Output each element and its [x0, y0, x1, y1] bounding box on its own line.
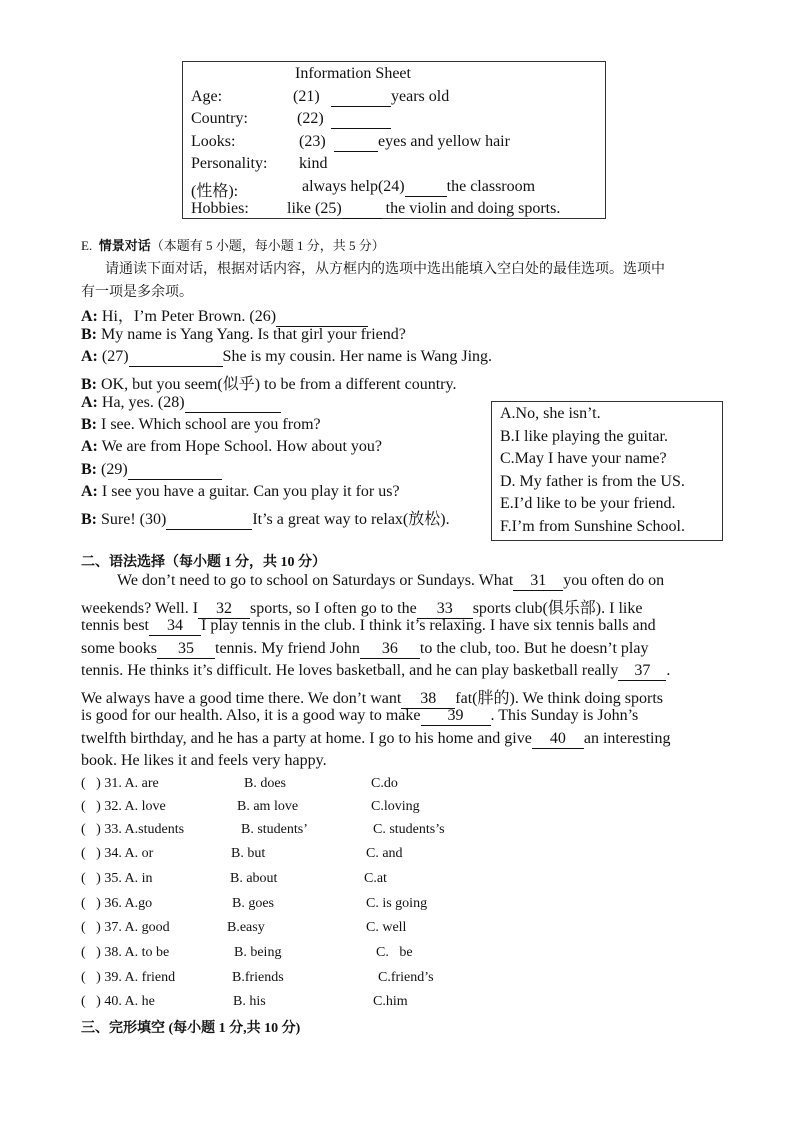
dialogue-line: [81, 506, 450, 530]
speaker-label: A:: [81, 438, 98, 455]
question-option-b[interactable]: B. students’: [241, 822, 308, 837]
question-option-c[interactable]: C.him: [373, 994, 408, 1009]
question-option-b[interactable]: B.friends: [232, 970, 284, 985]
blank-39[interactable]: 39: [421, 708, 491, 726]
speaker-label: B:: [81, 511, 97, 528]
question-option-b[interactable]: B.easy: [227, 920, 265, 935]
info-number: (22): [297, 110, 324, 127]
blank-33[interactable]: 33: [417, 601, 473, 619]
section-e-heading: [81, 235, 385, 254]
section-e-prefix: E.: [81, 238, 93, 253]
dialogue-text: (29): [101, 461, 128, 478]
question-option-b[interactable]: B. his: [233, 994, 266, 1009]
dialogue-text: It’s a great way to relax(放松).: [252, 511, 450, 528]
passage-line: tennis. He thinks it’s difficult. He loves basketball, and he can play basketball really 37 .: [81, 662, 671, 679]
info-label: Personality:: [191, 155, 268, 172]
passage-line: We don’t need to go to school on Saturdays or Sundays. What 31 you often do on: [117, 572, 665, 589]
blank-34[interactable]: 34: [149, 618, 201, 636]
blank-23[interactable]: [334, 134, 378, 152]
info-label: Country:: [191, 110, 248, 127]
question-option-b[interactable]: B. but: [231, 846, 266, 861]
question-option-c[interactable]: C. well: [366, 920, 407, 935]
dialogue-text: (27): [101, 348, 129, 365]
passage-line: some books 35 tennis. My friend John 36 to the club, too. But he doesn’t play: [81, 640, 649, 657]
question-option-a[interactable]: ( ) 37. A. good: [81, 920, 170, 935]
question-option-b[interactable]: B. does: [244, 776, 286, 791]
question-option-c[interactable]: C.at: [364, 871, 387, 886]
dialogue-line: [81, 438, 382, 456]
option-item: B.I like playing the guitar.: [500, 428, 668, 445]
passage-line: is good for our health. Also, it is a good way to make 39 . This Sunday is John’s: [81, 707, 639, 724]
dialogue-line: [81, 461, 222, 480]
passage-line: tennis best 34 I play tennis in the club. I think it’s relaxing. I have six tennis balls and: [81, 617, 656, 634]
speaker-label: B:: [81, 326, 97, 343]
options-box: [491, 401, 723, 541]
info-label: (性格):: [191, 183, 239, 200]
question-option-a[interactable]: ( ) 36. A.go: [81, 896, 153, 911]
passage-line: twelfth birthday, and he has a party at home. I go to his home and give 40 an interesting: [81, 730, 671, 747]
info-after: the classroom: [446, 178, 536, 195]
section-e-instruction-1: 请通读下面对话，根据对话内容，从方框内的选项中选出能填入空白处的最佳选项。选项中: [105, 262, 665, 277]
info-before: like (25): [287, 200, 342, 217]
question-option-b[interactable]: B. being: [234, 945, 282, 960]
dialogue-text: OK, but you seem(似乎) to be from a different country.: [101, 376, 457, 393]
dialogue-text: Ha, yes. (28): [101, 394, 185, 411]
dialogue-text: She is my cousin. Her name is Wang Jing.: [222, 348, 493, 365]
blank-22[interactable]: [331, 111, 391, 129]
section-e-instruction-2: 有一项是多余项。: [81, 285, 193, 300]
blank-40[interactable]: 40: [532, 731, 584, 749]
passage-line: weekends? Well. I 32 sports, so I often go to the 33 sports club(俱乐部). I like: [81, 600, 643, 617]
speaker-label: B:: [81, 416, 97, 433]
question-option-c[interactable]: C.loving: [371, 799, 420, 814]
info-number: (23): [299, 133, 326, 150]
question-option-b[interactable]: B. goes: [232, 896, 274, 911]
question-option-a[interactable]: ( ) 35. A. in: [81, 871, 153, 886]
speaker-label: A:: [81, 394, 98, 411]
section-3-heading: 三、完形填空 (每小题 1 分,共 10 分): [81, 1021, 301, 1036]
info-label: Age:: [191, 88, 223, 105]
blank-29[interactable]: [128, 462, 222, 480]
dialogue-line: [81, 303, 368, 327]
info-sheet-title: Information Sheet: [295, 65, 411, 82]
blank-37[interactable]: 37: [618, 663, 666, 681]
info-label: Hobbies:: [191, 200, 249, 217]
question-option-a[interactable]: ( ) 38. A. to be: [81, 945, 170, 960]
option-item: A.No, she isn’t.: [500, 405, 601, 422]
info-before: always help(24): [302, 178, 405, 195]
speaker-label: A:: [81, 348, 98, 365]
option-item: F.I’m from Sunshine School.: [500, 518, 685, 535]
blank-28[interactable]: [185, 395, 281, 413]
question-option-c[interactable]: C.friend’s: [378, 970, 434, 985]
blank-36[interactable]: 36: [360, 641, 420, 659]
question-option-a[interactable]: ( ) 39. A. friend: [81, 970, 176, 985]
blank-30[interactable]: [166, 512, 252, 530]
dialogue-text: I see. Which school are you from?: [101, 416, 321, 433]
question-option-c[interactable]: C. and: [366, 846, 403, 861]
blank-25[interactable]: [342, 201, 382, 219]
dialogue-line: [81, 348, 492, 367]
section-e-note: （本题有 5 小题，每小题 1 分，共 5 分）: [150, 238, 385, 253]
info-after: years old: [391, 88, 450, 105]
blank-35[interactable]: 35: [157, 641, 215, 659]
question-option-c[interactable]: C.do: [371, 776, 398, 791]
dialogue-text: I see you have a guitar. Can you play it for us?: [101, 483, 400, 500]
question-option-a[interactable]: ( ) 32. A. love: [81, 799, 166, 814]
dialogue-text: Hi，I’m Peter Brown. (26): [101, 308, 277, 325]
question-option-c[interactable]: C. is going: [366, 896, 428, 911]
section-e-title: 情景对话: [98, 238, 151, 253]
blank-38[interactable]: 38: [401, 691, 455, 709]
dialogue-text: My name is Yang Yang. Is that girl your friend?: [101, 326, 406, 343]
speaker-label: B:: [81, 461, 97, 478]
option-item: D. My father is from the US.: [500, 473, 685, 490]
question-option-a[interactable]: ( ) 31. A. are: [81, 776, 159, 791]
speaker-label: B:: [81, 376, 97, 393]
speaker-label: A:: [81, 308, 98, 325]
blank-32[interactable]: 32: [198, 601, 250, 619]
passage-line: book. He likes it and feels very happy.: [81, 752, 327, 769]
dialogue-line: [81, 483, 400, 501]
info-label: Looks:: [191, 133, 236, 150]
info-after: eyes and yellow hair: [378, 133, 510, 150]
section-2-heading: 二、语法选择（每小题 1 分，共 10 分）: [81, 555, 326, 570]
dialogue-line: [81, 326, 406, 344]
info-number: (21): [293, 88, 320, 105]
blank-24[interactable]: [405, 179, 447, 197]
info-after: the violin and doing sports.: [385, 200, 561, 217]
dialogue-text: Sure! (30): [101, 511, 167, 528]
question-option-b[interactable]: B. am love: [237, 799, 299, 814]
option-item: E.I’d like to be your friend.: [500, 495, 676, 512]
dialogue-line: [81, 416, 321, 434]
dialogue-line: [81, 394, 281, 413]
question-option-a[interactable]: ( ) 40. A. he: [81, 994, 155, 1009]
passage-line: We always have a good time there. We don’t want 38 fat(胖的). We think doing sports: [81, 690, 664, 707]
dialogue-text: We are from Hope School. How about you?: [101, 438, 383, 455]
dialogue-line: [81, 371, 456, 394]
blank-21[interactable]: [331, 89, 391, 107]
question-option-a[interactable]: ( ) 33. A.students: [81, 822, 185, 837]
speaker-label: A:: [81, 483, 98, 500]
blank-31[interactable]: 31: [513, 573, 563, 591]
question-option-a[interactable]: ( ) 34. A. or: [81, 846, 154, 861]
blank-27[interactable]: [129, 349, 223, 367]
question-option-b[interactable]: B. about: [230, 871, 278, 886]
option-item: C.May I have your name?: [500, 450, 667, 467]
info-value: kind: [299, 155, 328, 172]
question-option-c[interactable]: C. students’s: [373, 822, 445, 837]
question-option-c[interactable]: C. be: [376, 945, 413, 960]
blank-26[interactable]: [276, 309, 368, 327]
information-sheet-box: [182, 61, 606, 219]
